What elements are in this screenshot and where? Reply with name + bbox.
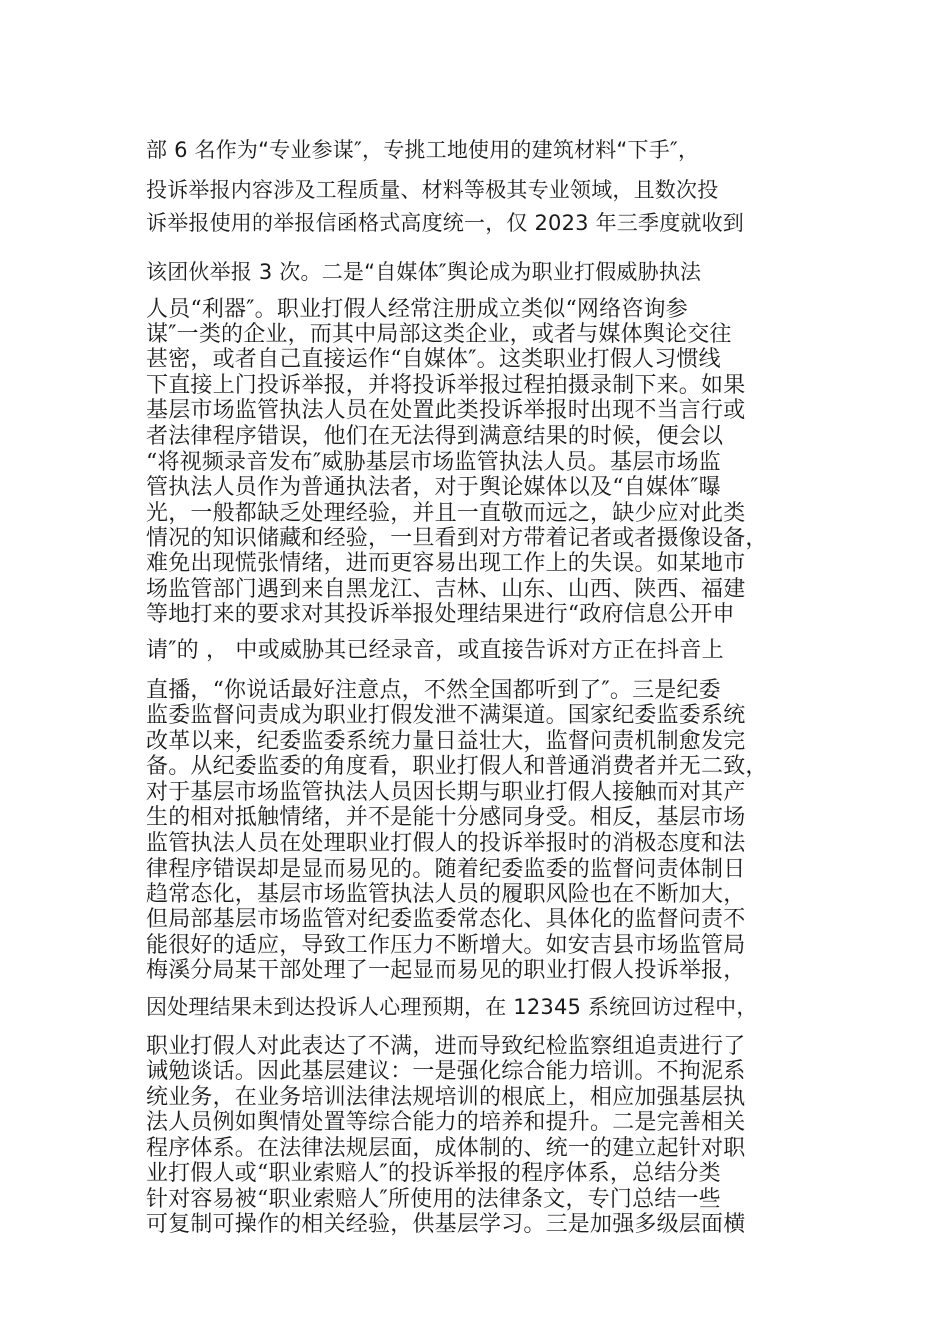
text-line: 下直接上门投诉举报，并将投诉举报过程拍摄录制下来。如果	[146, 373, 746, 398]
text-line: 部 6 名作为“专业参谋″，专挑工地使用的建筑材料“下手″，	[146, 138, 700, 162]
text-line: 职业打假人对此表达了不满，进而导致纪检监察组追责进行了	[146, 1034, 746, 1059]
text-line: 谋″一类的企业，而其中局部这类企业，或者与媒体舆论交往	[146, 322, 732, 347]
text-line: 请″的 ， 中或威胁其已经录音，或直接告诉对方正在抖音上	[146, 638, 724, 663]
text-line: 该团伙举报 3 次。二是“自媒体″舆论成为职业打假威胁执法	[146, 260, 702, 284]
text-line: “将视频录音发布″威胁基层市场监管执法人员。基层市场监	[146, 450, 721, 475]
text-line: 难免出现慌张情绪，进而更容易出现工作上的失误。如某地市	[146, 551, 746, 576]
text-line: 但局部基层市场监管对纪委监委常态化、具体化的监督问责不	[146, 907, 746, 932]
text-line: 光，一般都缺乏处理经验，并且一直敬而远之，缺少应对此类	[146, 501, 746, 526]
text-line: 业打假人或“职业索赔人″的投诉举报的程序体系，总结分类	[146, 1161, 721, 1186]
text-line: 情况的知识储藏和经验，一旦看到对方带着记者或者摄像设备，	[146, 526, 768, 551]
text-line: 针对容易被“职业索赔人″所使用的法律条文，专门总结一些	[146, 1187, 721, 1212]
text-line: 律程序错误却是显而易见的。随着纪委监委的监督问责体制日	[146, 857, 746, 882]
text-line: 投诉举报内容涉及工程质量、材料等极其专业领域，且数次投	[146, 178, 719, 202]
text-line: 因处理结果未到达投诉人心理预期，在 12345 系统回访过程中，	[146, 995, 758, 1019]
text-line: 备。从纪委监委的角度看，职业打假人和普通消费者并无二致，	[146, 754, 768, 779]
text-line: 诉举报使用的举报信函格式高度统一，仅 2023 年三季度就收到	[146, 211, 744, 235]
text-line: 者法律程序错误，他们在无法得到满意结果的时候，便会以	[146, 424, 724, 449]
text-line: 基层市场监管执法人员在处置此类投诉举报时出现不当言行或	[146, 398, 746, 423]
text-line: 可复制可操作的相关经验，供基层学习。三是加强多级层面横	[146, 1212, 746, 1237]
text-line: 直播，“你说话最好注意点，不然全国都听到了″。三是纪委	[146, 678, 721, 703]
text-line: 统业务，在业务培训法律法规培训的根底上，相应加强基层执	[146, 1085, 746, 1110]
text-line: 等地打来的要求对其投诉举报处理结果进行“政府信息公开申	[146, 602, 735, 627]
text-line: 法人员例如舆情处置等综合能力的培养和提升。二是完善相关	[146, 1110, 746, 1135]
text-line: 对于基层市场监管执法人员因长期与职业打假人接触而对其产	[146, 780, 746, 805]
text-line: 能很好的适应，导致工作压力不断增大。如安吉县市场监管局	[146, 933, 746, 958]
text-line: 场监管部门遇到来自黑龙江、吉林、山东、山西、陕西、福建	[146, 577, 746, 602]
text-line: 改革以来，纪委监委系统力量日益壮大，监督问责机制愈发完	[146, 729, 746, 754]
text-line: 趋常态化，基层市场监管执法人员的履职风险也在不断加大，	[146, 882, 746, 907]
text-line: 监委监督问责成为职业打假发泄不满渠道。国家纪委监委系统	[146, 703, 746, 728]
text-line: 程序体系。在法律法规层面，成体制的、统一的建立起针对职	[146, 1136, 746, 1161]
text-line: 梅溪分局某干部处理了一起显而易见的职业打假人投诉举报，	[146, 958, 746, 983]
text-line: 管执法人员作为普通执法者，对于舆论媒体以及“自媒体″曝	[146, 475, 721, 500]
text-line: 人员“利器″。职业打假人经常注册成立类似“网络咨询参	[146, 297, 688, 322]
text-line: 甚密，或者自己直接运作“自媒体″。这类职业打假人习惯线	[146, 347, 721, 372]
text-line: 生的相对抵触情绪，并不是能十分感同身受。相反，基层市场	[146, 805, 746, 830]
text-line: 监管执法人员在处理职业打假人的投诉举报时的消极态度和法	[146, 831, 746, 856]
text-line: 诫勉谈话。因此基层建议：一是强化综合能力培训。不拘泥系	[146, 1059, 746, 1084]
